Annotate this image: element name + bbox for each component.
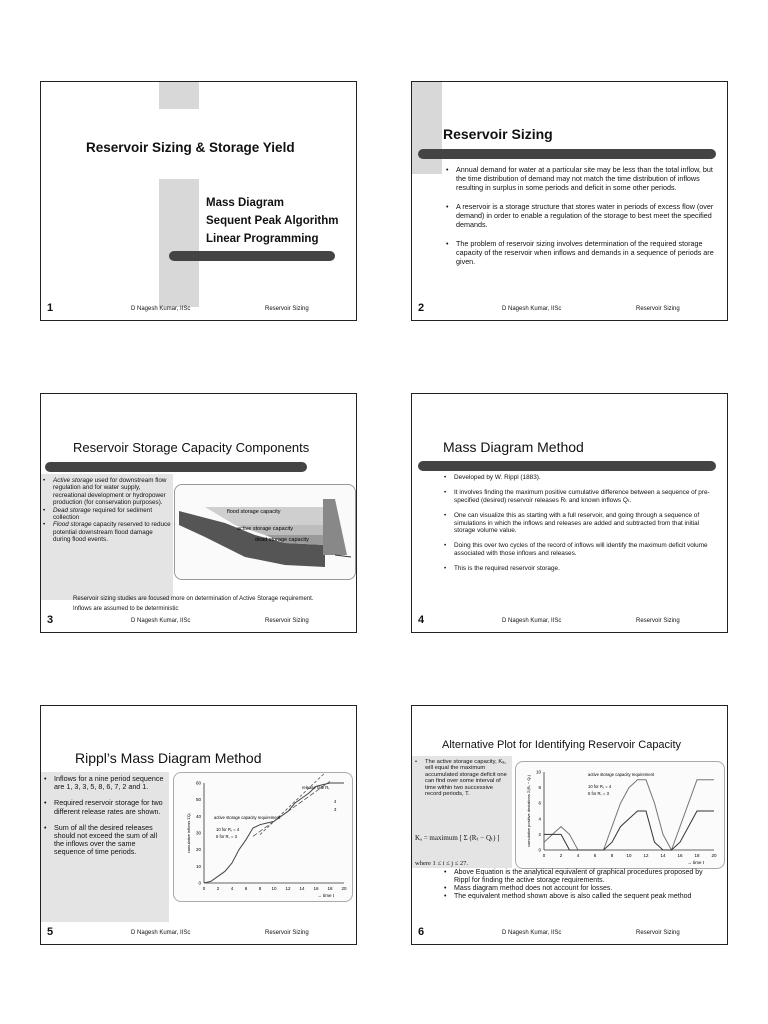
term-dead-storage: Dead storage	[53, 506, 91, 514]
bullet-item: • The problem of reservoir sizing involves determination of the required storage capacity of the reservoir when inflows and demands in a sequence of periods are given.	[446, 239, 714, 266]
y-tick-label: 10	[195, 863, 201, 869]
footer-author: D Nagesh Kumar, IISc	[131, 930, 191, 936]
chart-panel	[515, 761, 725, 869]
chart-annotation: active storage capacity requirement	[588, 772, 655, 777]
footer-author: D Nagesh Kumar, IISc	[131, 618, 191, 624]
x-tick-label: 16	[313, 886, 319, 891]
series-line-2	[544, 811, 714, 850]
x-tick-label: 8	[610, 853, 614, 858]
term-flood-storage: Flood storage	[53, 521, 92, 529]
chart-annotation: 3	[334, 807, 337, 812]
bullet-item: • Mass diagram method does not account for losses.	[444, 885, 716, 893]
x-tick-label: 2	[216, 886, 220, 891]
footer-topic: Reservoir Sizing	[636, 306, 680, 312]
bullet-item: • It involves finding the maximum positive cumulative difference between a sequence of pre-specified (desired) reservoir releases Rₜ and known inflows Qₜ.	[444, 489, 716, 504]
footer-author: D Nagesh Kumar, IISc	[131, 306, 191, 312]
series-line-1	[544, 780, 714, 850]
decor-block	[412, 82, 442, 174]
footer-topic: Reservoir Sizing	[636, 930, 680, 936]
chart-annotation: 4	[334, 799, 337, 804]
bullet-list	[444, 869, 716, 901]
bullet-item: • Annual demand for water at a particular site may be less than the total inflow, but the time distribution of demand may not match the time distribution of inflows resulting in surplus in some periods and deficit in some other periods.	[446, 165, 714, 192]
bullet-item: • Developed by W. Rippl (1883).	[444, 474, 716, 481]
decor-bar	[169, 251, 335, 261]
y-tick-label: 40	[195, 813, 201, 819]
subtitle-linear-programming: Linear Programming	[206, 233, 319, 245]
sequent-peak-chart	[516, 762, 724, 868]
chart-annotation: 10 for Rₜ = 4	[588, 784, 612, 789]
x-tick-label: 14	[299, 886, 305, 891]
slide-number: 1	[47, 302, 54, 314]
y-axis-label: cumulative positive deviations Σ(Rₜ − Qₜ)	[526, 774, 531, 848]
footer-author: D Nagesh Kumar, IISc	[502, 306, 562, 312]
x-tick-label: 12	[285, 886, 291, 891]
x-tick-label: 8	[258, 886, 262, 891]
x-tick-label: 14	[660, 853, 666, 858]
slide-4	[411, 393, 728, 633]
x-tick-label: 2	[559, 853, 563, 858]
side-list	[415, 759, 507, 797]
bullet-item: • Sum of all the desired releases should not exceed the sum of all the inflows over the same sequence of time periods.	[44, 824, 166, 857]
formula-where: where 1 ≤ i ≤ j ≤ 27.	[415, 860, 468, 867]
series-line-1	[204, 783, 344, 883]
chart-annotation: active storage capacity requirement	[214, 815, 281, 820]
footer-topic: Reservoir Sizing	[265, 306, 309, 312]
mass-diagram-chart	[174, 773, 352, 901]
chart-panel	[173, 772, 353, 902]
bullet-item: • Inflows for a nine period sequence are 1, 3, 3, 5, 8, 6, 7, 2 and 1.	[44, 775, 166, 791]
bullet-item: • Flood storage capacity reserved to reduce potential downstream flood damage during flood events.	[43, 521, 171, 543]
slide-6	[411, 705, 728, 945]
slide-1	[40, 81, 357, 321]
slide-number: 3	[47, 614, 54, 626]
reservoir-figure	[174, 484, 356, 580]
series-line-2	[260, 773, 330, 835]
slide-title: Reservoir Sizing & Storage Yield	[86, 140, 295, 155]
x-tick-label: 20	[711, 853, 717, 858]
slide-5	[40, 705, 357, 945]
slide-title: Alternative Plot for Identifying Reservoir Capacity	[442, 739, 682, 751]
bullet-item: • Active storage used for downstream flow regulation and for water supply, recreational development or hydropower production (for conservation purposes).	[43, 477, 171, 507]
bullet-item: • Dead storage required for sediment collection	[43, 507, 171, 522]
x-tick-label: 4	[576, 853, 580, 858]
slide-2	[411, 81, 728, 321]
x-tick-label: 6	[593, 853, 597, 858]
x-axis-label: → time t	[317, 893, 334, 898]
bullet-list	[44, 775, 166, 857]
x-tick-label: 4	[230, 886, 234, 891]
subtitle-mass-diagram: Mass Diagram	[206, 197, 284, 209]
y-tick-label: 0	[198, 880, 201, 886]
bullet-item: • This is the required reservoir storage.	[444, 565, 716, 572]
subtitle-list	[206, 194, 339, 248]
x-tick-label: 0	[202, 886, 206, 891]
x-tick-label: 18	[327, 886, 333, 891]
subtitle-sequent-peak: Sequent Peak Algorithm	[206, 215, 339, 227]
y-tick-label: 4	[538, 816, 541, 822]
footer-topic: Reservoir Sizing	[265, 618, 309, 624]
x-tick-label: 16	[677, 853, 683, 858]
bullet-item: • Doing this over two cycles of the record of inflows will identify the maximum deficit volume associated with those inflows and releases.	[444, 542, 716, 557]
reservoir-diagram	[175, 485, 355, 579]
figure-label-active: active storage capacity	[237, 526, 293, 532]
x-tick-label: 20	[341, 886, 347, 891]
note-active-storage: Reservoir sizing studies are focused more on determination of Active Storage requirement.	[73, 596, 314, 602]
y-tick-label: 2	[538, 831, 541, 837]
chart-annotation: release rate Rₜ	[302, 785, 330, 790]
y-tick-label: 0	[538, 847, 541, 853]
bullet-list	[444, 474, 716, 573]
x-tick-label: 6	[244, 886, 248, 891]
x-tick-label: 18	[694, 853, 700, 858]
y-tick-label: 6	[538, 800, 541, 806]
side-text: • The active storage capacity, Kₐ, will equal the maximum accumulated storage deficit one can find over some interval of time within two successive record periods, T.	[415, 759, 507, 797]
bullet-list	[446, 165, 714, 266]
decor-bar	[418, 149, 716, 159]
footer-topic: Reservoir Sizing	[636, 618, 680, 624]
x-tick-label: 0	[542, 853, 546, 858]
slide-title: Rippl’s Mass Diagram Method	[75, 750, 262, 766]
bullet-item: • Above Equation is the analytical equivalent of graphical procedures proposed by Rippl for finding the active storage requirements.	[444, 869, 716, 885]
chart-annotation: 5 for Rₜ = 3	[588, 791, 609, 796]
footer-author: D Nagesh Kumar, IISc	[502, 618, 562, 624]
bullet-item: • Required reservoir storage for two different release rates are shown.	[44, 799, 166, 815]
footer-author: D Nagesh Kumar, IISc	[502, 930, 562, 936]
y-tick-label: 60	[195, 780, 201, 786]
slide-number: 5	[47, 926, 54, 938]
footer-topic: Reservoir Sizing	[265, 930, 309, 936]
note-deterministic: Inflows are assumed to be deterministic	[73, 606, 179, 612]
decor-bar	[45, 462, 307, 472]
y-tick-label: 8	[538, 785, 541, 791]
x-axis-label: → time t	[687, 860, 704, 865]
chart-annotation: 5 for Rₜ = 3	[216, 834, 237, 839]
slide-number: 4	[418, 614, 425, 626]
y-tick-label: 20	[195, 847, 201, 853]
x-tick-label: 10	[626, 853, 632, 858]
slide-title: Reservoir Sizing	[443, 126, 553, 142]
slide-title: Reservoir Storage Capacity Components	[73, 440, 310, 455]
bullet-item: • One can visualize this as starting with a full reservoir, and going through a sequence of simulations in which the inflows and releases are added and subtracted from that initial storage volume value.	[444, 512, 716, 534]
slide-3	[40, 393, 357, 633]
slide-number: 6	[418, 926, 425, 938]
y-tick-label: 50	[195, 797, 201, 803]
figure-label-flood: flood storage capacity	[227, 509, 281, 515]
bullet-list	[43, 477, 171, 544]
term-active-storage: Active storage	[53, 477, 93, 484]
y-tick-label: 10	[535, 769, 541, 775]
slide-title: Mass Diagram Method	[443, 439, 584, 455]
y-axis-label: cumulative inflows ΣQₜ	[186, 812, 191, 854]
decor-bar	[418, 461, 716, 471]
figure-label-dead: dead storage capacity	[255, 537, 309, 543]
y-tick-label: 30	[195, 830, 201, 836]
chart-annotation: 10 for Rₜ = 4	[216, 827, 240, 832]
x-tick-label: 10	[271, 886, 277, 891]
slide-number: 2	[418, 302, 425, 314]
bullet-item: • A reservoir is a storage structure that stores water in periods of excess flow (over demand) in order to enable a regulation of the storage to best meet the specified demands.	[446, 202, 714, 229]
formula: Kₐ = maximum [ Σ (Rₜ − Qₜ) ]	[415, 834, 500, 842]
bullet-item: • The equivalent method shown above is also called the sequent peak method	[444, 893, 716, 901]
x-tick-label: 12	[643, 853, 649, 858]
